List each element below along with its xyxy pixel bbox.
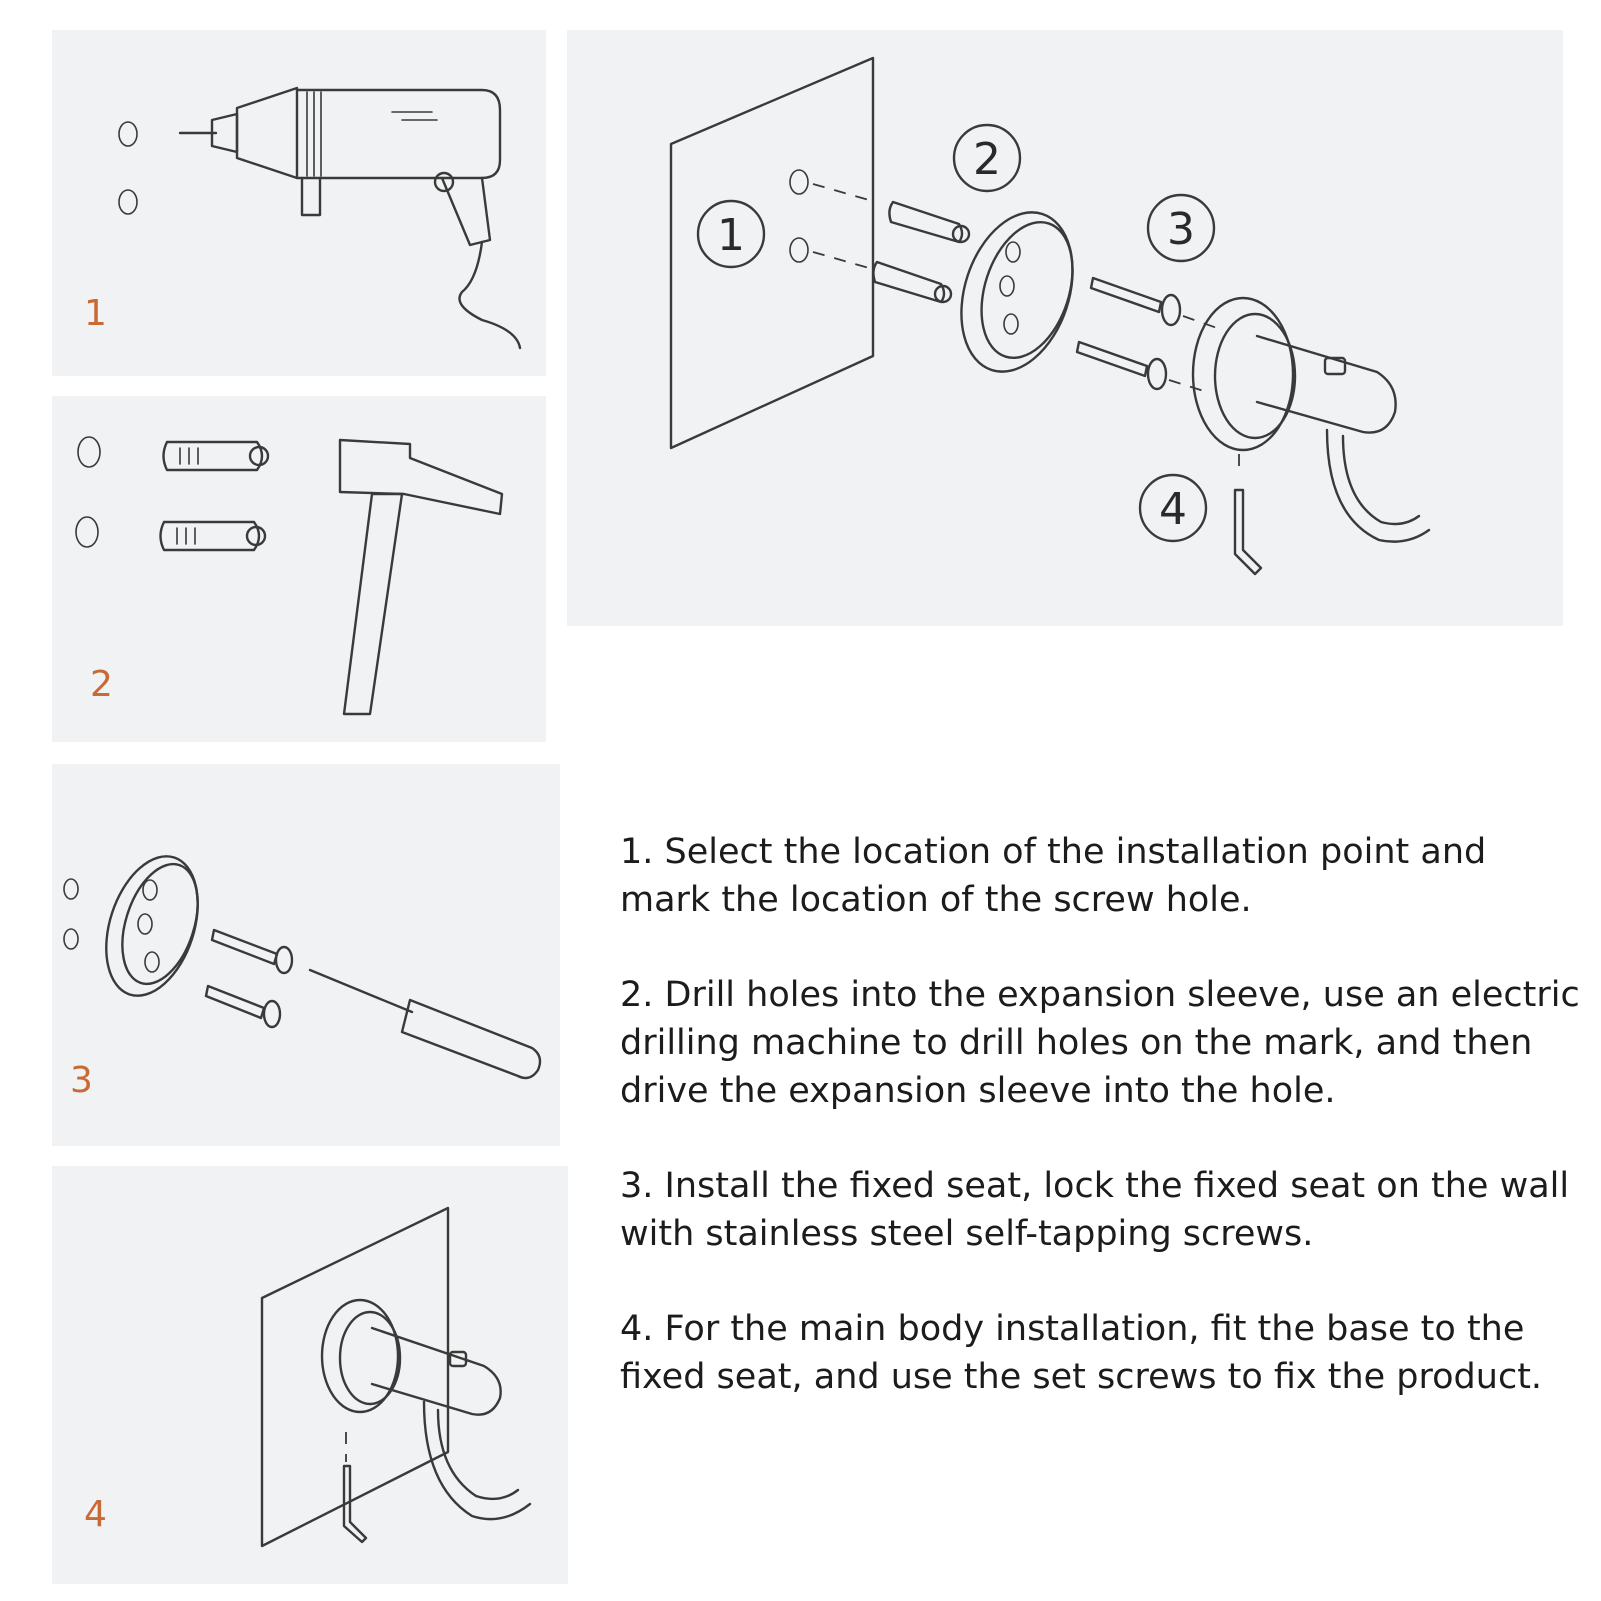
step-2-number: 2 [90, 664, 113, 705]
wall-plug-icon [161, 442, 269, 550]
svg-text:1: 1 [717, 210, 745, 261]
step-3-panel [52, 764, 560, 1146]
wall-icon [262, 1208, 448, 1546]
instruction-step-3: 3. Install the fixed seat, lock the fixed seat on the wall with stainless steel self-tapping screws. [620, 1166, 1570, 1254]
step-4-panel [52, 1166, 568, 1584]
allen-key-icon [1235, 454, 1261, 574]
svg-text:2: 2 [973, 134, 1001, 185]
step-1-panel [52, 30, 546, 376]
wall-icon [671, 58, 873, 448]
step-3-number: 3 [70, 1060, 93, 1101]
step-1-number: 1 [84, 293, 107, 334]
callout-2 [954, 125, 1020, 191]
screw-hole-icon [78, 437, 100, 467]
callout-4 [1140, 475, 1206, 541]
exploded-view-panel [567, 30, 1563, 626]
callout-3 [1148, 195, 1214, 261]
instructions [620, 828, 1580, 1448]
hook-icon [322, 1300, 530, 1519]
hammer-icon [340, 440, 502, 714]
instruction-step-4: 4. For the main body installation, fit the base to the fixed seat, and use the set screws to fix the product. [620, 1309, 1543, 1397]
svg-text:4: 4 [1159, 484, 1187, 535]
fixed-seat-icon [90, 845, 214, 1008]
hook-icon [1193, 298, 1429, 542]
instruction-step-2: 2. Drill holes into the expansion sleeve, use an electric drilling machine to drill holes on the mark, and then drive the expansion sleeve into the hole. [620, 975, 1580, 1111]
screw-icon [206, 930, 292, 1027]
drill-icon [52, 30, 546, 376]
allen-key-icon [344, 1432, 366, 1542]
step-2-panel [52, 396, 546, 742]
callout-1 [698, 201, 764, 267]
screwdriver-icon [310, 970, 540, 1078]
wall-plug-icon [873, 202, 969, 302]
instruction-step-1: 1. Select the location of the installation point and mark the location of the screw hole. [620, 832, 1487, 920]
screw-icon [1077, 278, 1217, 392]
step-4-number: 4 [84, 1494, 107, 1535]
svg-text:3: 3 [1167, 204, 1195, 255]
